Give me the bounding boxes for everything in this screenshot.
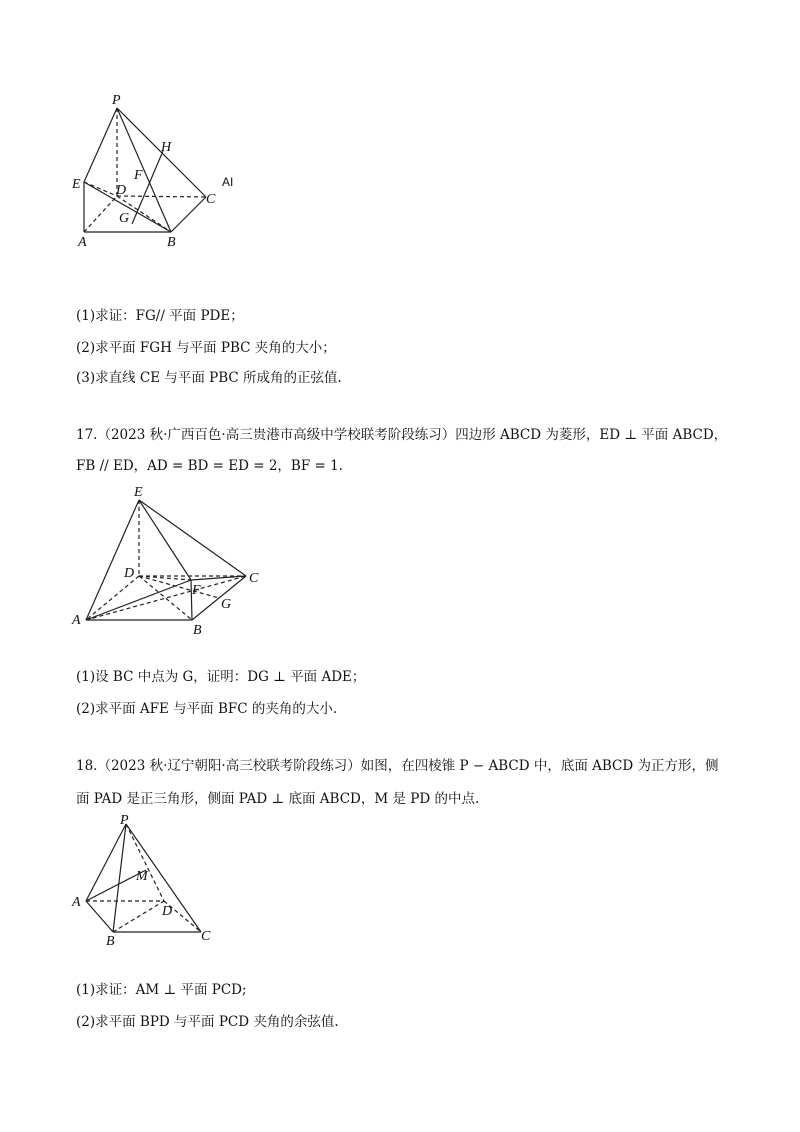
figure-18 xyxy=(66,812,226,952)
edge-PA xyxy=(86,824,126,901)
p17-stem-line1: 17.（2023 秋·广西百色·高三贵港市高级中学校联考阶段练习）四边形 ABCD 为菱形，ED ⊥ 平面 ABCD， xyxy=(76,427,728,443)
edge-EF xyxy=(139,500,191,580)
edge-AB xyxy=(86,901,113,932)
edge-BC xyxy=(171,197,206,232)
vertex-G: G xyxy=(119,211,130,226)
vertex-M: M xyxy=(136,869,148,884)
vertex-H: H xyxy=(161,140,172,155)
vertex-P: P xyxy=(112,93,121,108)
vertex-A: A xyxy=(72,895,81,910)
edge-AD xyxy=(84,196,117,232)
figure-17 xyxy=(66,480,276,638)
vertex-F: F xyxy=(134,168,143,183)
p17-q2: (2)求平面 AFE 与平面 BFC 的夹角的大小. xyxy=(76,701,338,717)
vertex-P: P xyxy=(120,813,129,828)
vertex-A: A xyxy=(72,613,81,628)
edge-GH xyxy=(132,151,163,224)
vertex-F: F xyxy=(192,583,201,598)
edge-DC xyxy=(117,196,206,197)
vertex-B: B xyxy=(193,623,202,638)
p18-q1: (1)求证：AM ⊥ 平面 PCD; xyxy=(76,982,247,998)
vertex-E: E xyxy=(134,485,143,500)
vertex-C: C xyxy=(206,192,216,207)
vertex-E: E xyxy=(72,177,81,192)
p16-q3: (3)求直线 CE 与平面 PBC 所成角的正弦值. xyxy=(76,370,342,386)
vertex-G: G xyxy=(221,597,232,612)
p16-q1: (1)求证：FG// 平面 PDE； xyxy=(76,308,244,324)
p18-q2: (2)求平面 BPD 与平面 PCD 夹角的余弦值. xyxy=(76,1014,339,1030)
watermark-AI: AI xyxy=(222,175,234,189)
edge-DA xyxy=(86,576,139,620)
vertex-D: D xyxy=(162,904,173,919)
p17-q1: (1)设 BC 中点为 G，证明：DG ⊥ 平面 ADE； xyxy=(76,669,366,685)
edge-EC xyxy=(139,500,246,576)
vertex-D: D xyxy=(124,566,135,581)
p17-stem-line2: FB // ED，AD = BD = ED = 2，BF = 1. xyxy=(76,458,343,474)
p18-stem-line1: 18.（2023 秋·辽宁朝阳·高三校联考阶段练习）如图，在四棱锥 P − ABCD 中，底面 ABCD 为正方形，侧 xyxy=(76,758,719,774)
vertex-D: D xyxy=(116,183,127,198)
vertex-C: C xyxy=(249,571,259,586)
edge-PB xyxy=(113,824,126,932)
p18-stem-line2: 面 PAD 是正三角形，侧面 PAD ⊥ 底面 ABCD，M 是 PD 的中点. xyxy=(76,791,480,807)
vertex-C: C xyxy=(201,929,211,944)
edge-PD xyxy=(126,824,164,901)
vertex-A: A xyxy=(78,235,87,250)
p16-q2: (2)求平面 FGH 与平面 PBC 夹角的大小； xyxy=(76,340,336,356)
edge-PE xyxy=(84,108,117,182)
edge-BD xyxy=(113,901,164,932)
vertex-B: B xyxy=(167,235,176,250)
edge-EA xyxy=(86,500,139,620)
edge-ED xyxy=(84,182,117,196)
vertex-B: B xyxy=(106,934,115,949)
figure-16 xyxy=(60,88,260,263)
